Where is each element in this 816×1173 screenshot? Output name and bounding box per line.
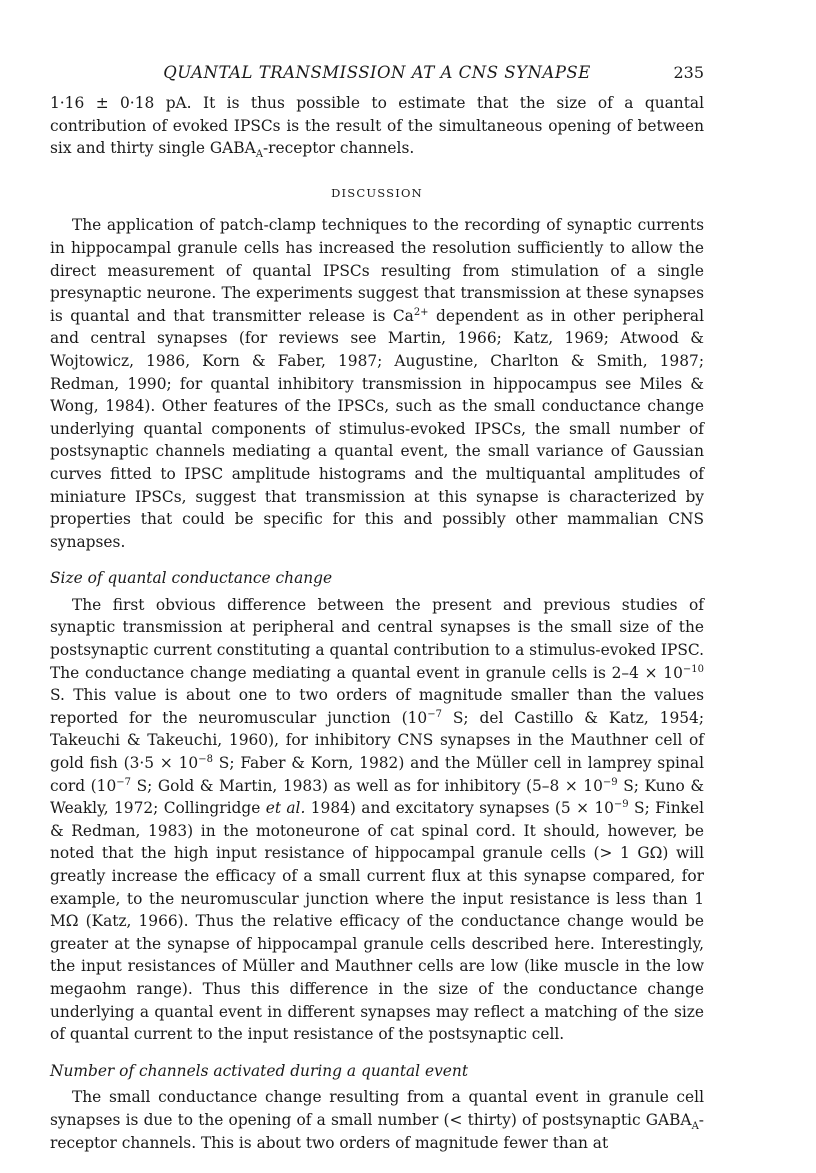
journal-page (50, 62, 704, 1154)
page-header (50, 62, 704, 86)
subsection-heading-channels: Number of channels activated during a quantal event (50, 1061, 469, 1080)
section-heading-discussion: DISCUSSION (331, 185, 423, 200)
subsection-heading-conductance: Size of quantal conductance change (50, 569, 333, 588)
running-title: QUANTAL TRANSMISSION AT A CNS SYNAPSE (163, 63, 591, 82)
page-number: 235 (673, 63, 704, 82)
paragraph-discussion: The application of patch-clamp techniques to the recording of synaptic currents in hippocampal granule cells has increased the resolution sufficiently to allow the direct measurement of quantal IPSCs resulting from stimulation of a single presynaptic neurone. The experiments suggest that transmission at these synapses is quantal and that transmitter release is $Ca^{2+}$ dependent as in other peripheral and central synapses (for reviews see Martin, 1966; Katz, 1969; Atwood & Wojtowicz, 1986, Korn & Faber, 1987; Augustine, Charlton & Smith, 1987; Redman, 1990; for quantal inhibitory transmission in hippocampus see Miles & Wong, 1984). Other features of the IPSCs, such as the small conductance change underlying quantal components of stimulus-evoked IPSCs, the small number of postsynaptic channels mediating a quantal event, the small variance of Gaussian curves fitted to IPSC amplitude histograms and the multiquantal amplitudes of miniature IPSCs, suggest that transmission at this synapse is characterized by properties that could be specific for this and possibly other mammalian CNS synapses. (50, 216, 704, 551)
paragraph-continuation: 1·16 ± 0·18 pA. It is thus possible to estimate that the size of a quantal contribution of evoked IPSCs is the result of the simultaneous opening of between six and thirty single $GABA_A$-receptor channels. (50, 94, 704, 161)
paragraph-channels: The small conductance change resulting from a quantal event in granule cell synapses is due to the opening of a small number (< thirty) of postsynaptic $GABA_A$-receptor channels. This is about two orders of magnitude fewer than at (50, 1088, 704, 1152)
paragraph-conductance: The first obvious difference between the present and previous studies of synaptic transmission at peripheral and central synapses is the small size of the postsynaptic current constituting a quantal contribution to a stimulus-evoked IPSC. The conductance change mediating a quantal event in granule cells is $2-4 \times 10^{-10}$ S. This value is about one to two orders of magnitude smaller than the values reported for the neuromuscular junction ($10^{-7}$ S; del Castillo & Katz, 1954; Takeuchi & Takeuchi, 1960), for inhibitory CNS synapses in the Mauthner cell of gold fish ($3\cdot 5 \times 10^{-8}$ S; Faber & Korn, 1982) and the Müller cell in lamprey spinal cord ($10^{-7}$ S; Gold & Martin, 1983) as well as for inhibitory ($5-8 \times 10^{-9}$ S; Kuno & Weakly, 1972; Collingridge et al. 1984) and excitatory synapses ($5 \times 10^{-9}$ S; Finkel & Redman, 1983) in the motoneurone of cat spinal cord. It should, however, be noted that the high input resistance of hippocampal granule cells (> 1 GΩ) will greatly increase the efficacy of a small current flux at this synapse compared, for example, to the neuromuscular junction where the input resistance is less than 1 MΩ (Katz, 1966). Thus the relative efficacy of the conductance change would be greater at the synapse of hippocampal granule cells described here. Interestingly, the input resistances of Müller and Mauthner cells are low (like muscle in the low megaohm range). Thus this difference in the size of the conductance change underlying a quantal event in different synapses may reflect a matching of the size of quantal current to the input resistance of the postsynaptic cell. (50, 595, 705, 1044)
